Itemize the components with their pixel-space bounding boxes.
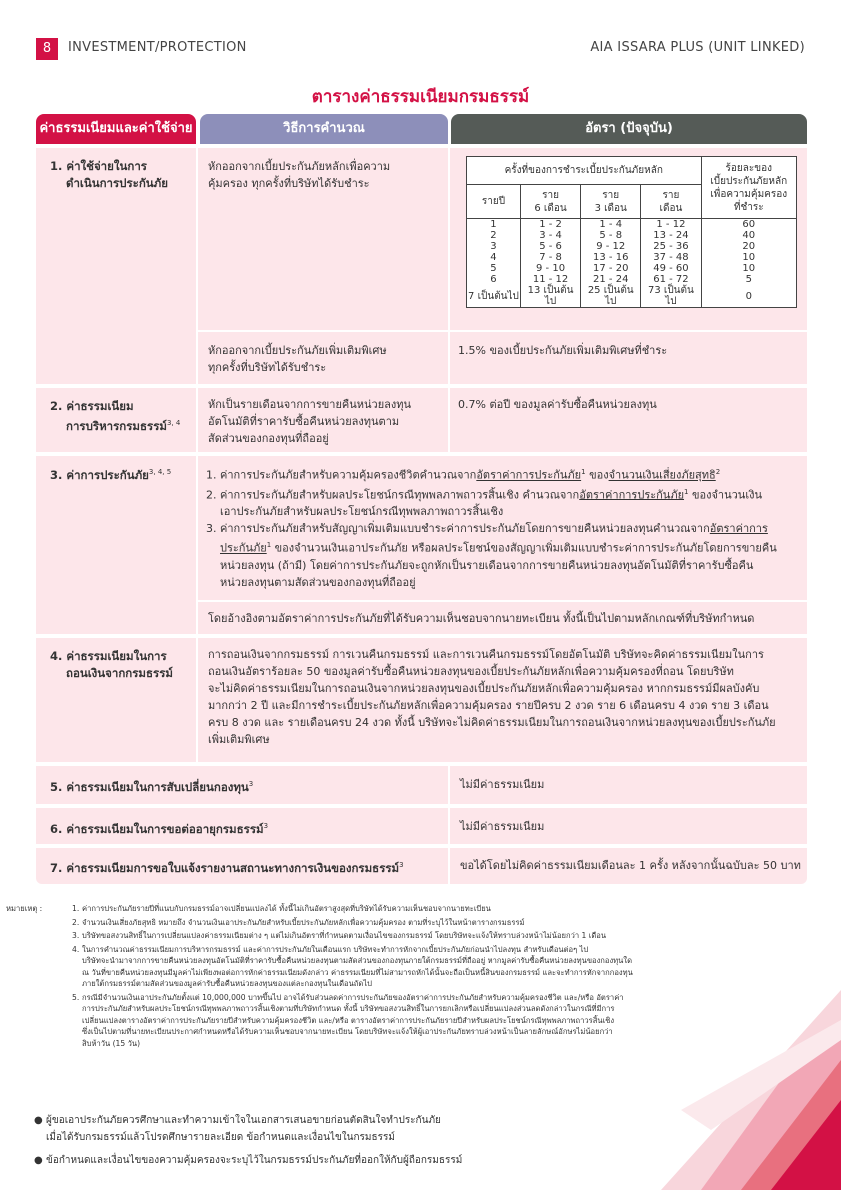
fee-rate: 0.7% ต่อปี ของมูลค่ารับซื้อคืนหน่วยลงทุน: [458, 398, 657, 411]
fee-row-policy-admin: [36, 388, 807, 452]
rate-table-cell: 1: [467, 219, 521, 231]
fee-rate: ขอได้โดยไม่คิดค่าธรรมเนียมเดือนละ 1 ครั้ง หลังจากนั้นฉบับละ 50 บาท: [460, 859, 801, 872]
fee-rate: ไม่มีค่าธรรมเนียม: [460, 820, 545, 833]
rate-table-cell: 11 - 12: [520, 274, 580, 285]
rate-table-cell: 13 เป็นต้นไป: [520, 285, 580, 308]
rate-table-cell: 0: [701, 285, 796, 308]
rate-table-row: [467, 263, 797, 274]
page-header: [36, 38, 805, 60]
rate-table-cell: 25 เป็นต้นไป: [581, 285, 641, 308]
rate-table-cell: 6: [467, 274, 521, 285]
section-label: INVESTMENT/PROTECTION: [68, 40, 247, 55]
fee-row-admin-expense: [36, 148, 807, 384]
rate-table-subhead: ราย เดือน: [641, 185, 701, 219]
rate-table-cell: 1 - 12: [641, 219, 701, 231]
rate-table-row: [467, 285, 797, 308]
rate-table-cell: 13 - 16: [581, 252, 641, 263]
footnote-item: 4. ในการคำนวณค่าธรรมเนียมการบริหารกรมธรรม์ และค่าการประกันภัยในเดือนแรก บริษัทจะทำการหักจากเบี้ยประกันภัยก่อนนำไปลงทุน สำหรับเดือนต่อๆ ไป บริษัทจะนำมาจากการขายคืนหน่วยลงทุนอัตโนมัติที่ราคารับซื้อคืนหน่วยลงทุนตามสัดส่วนของกองทุนภายใต้กรมธรรม์ที่ถืออยู่ หากมูลค่ารับซื้อคืนหน่วยลงทุนของกองทุนใด ณ วันที่ขายคืนหน่วยลงทุนมีมูลค่าไม่เพียงพอต่อการหักค่าธรรมเนียมดังกล่าว ค่าธรรมเนียมที่ไม่สามารถหักได้นั้นจะถือเป็นหนี้สินของกรมธรรม์ และจะทำการหักจากกองทุน ภายใต้กรมธรรม์ตามสัดส่วนของมูลค่ารับซื้อคืนหน่วยลงทุนของแต่ละกองทุนในเดือนถัดไป: [72, 944, 633, 988]
decorative-ribbon-icon: [541, 930, 841, 1190]
insurance-charge-note: โดยอ้างอิงตามอัตราค่าการประกันภัยที่ได้รับความเห็นชอบจากนายทะเบียน ทั้งนี้เป็นไปตามหลักเกณฑ์ที่บริษัทกำหนด: [208, 612, 755, 625]
fee-name: 7. ค่าธรรมเนียมการขอใบแจ้งรายงานสถานะทางการเงินของกรมธรรม์$^3$: [50, 860, 404, 875]
footnote-item: 1. ค่าการประกันภัยรายปีที่แนบกับกรมธรรม์อาจเปลี่ยนแปลงได้ ทั้งนี้ไม่เกินอัตราสูงสุดที่บริษัทได้รับความเห็นชอบจากนายทะเบียน: [72, 904, 491, 913]
fee-name: 1. ค่าใช้จ่ายในการ ดำเนินการประกันภัย: [50, 159, 168, 190]
fee-row-renewal: [36, 808, 807, 844]
fee-method: หักออกจากเบี้ยประกันภัยเพิ่มเติมพิเศษ ทุกครั้งที่บริษัทได้รับชำระ: [208, 344, 387, 374]
rate-table-cell: 20: [701, 241, 796, 252]
rate-table-cell: 9 - 12: [581, 241, 641, 252]
fee-row-fund-switch: [36, 766, 807, 804]
rate-table-subhead: ราย 6 เดือน: [520, 185, 580, 219]
rate-table-head-main: ครั้งที่ของการชำระเบี้ยประกันภัยหลัก: [467, 157, 702, 185]
rate-table-cell: 1 - 4: [581, 219, 641, 231]
fee-name: 6. ค่าธรรมเนียมในการขอต่ออายุกรมธรรม์$^3$: [50, 821, 269, 836]
rate-table-cell: 10: [701, 252, 796, 263]
rate-table-cell: 10: [701, 263, 796, 274]
rate-table-row: [467, 241, 797, 252]
rate-table-row: [467, 219, 797, 231]
rate-table-cell: 5: [467, 263, 521, 274]
fee-method: หักออกจากเบี้ยประกันภัยหลักเพื่อความ คุ้มครอง ทุกครั้งที่บริษัทได้รับชำระ: [208, 160, 391, 190]
footnote-item: 3. บริษัทขอสงวนสิทธิ์ในการเปลี่ยนแปลงค่าธรรมเนียมต่าง ๆ แต่ไม่เกินอัตราที่กำหนดตามเงื่อนไขของกรมธรรม์ โดยบริษัทจะแจ้งให้ทราบล่วงหน้าไม่น้อยกว่า 1 เดือน: [72, 931, 607, 940]
footnote-item: 5. กรณีมีจำนวนเงินเอาประกันภัยตั้งแต่ 10,000,000 บาทขึ้นไป อาจได้รับส่วนลดค่าการประกันภัยของอัตราค่าการประกันภัยสำหรับความคุ้มครองชีวิต และ/หรือ อัตราค่า การประกันภัยสำหรับผลประโยชน์กรณีทุพพลภาพถาวรสิ้นเชิงตามที่บริษัทกำหนด ทั้งนี้ บริษัทขอสงวนสิทธิ์ในการยกเลิกหรือเปลี่ยนแปลงส่วนลดดังกล่าวในกรณีที่มีการ เปลี่ยนแปลงตารางอัตราค่าการประกันภัยรายปีสำหรับความคุ้มครองชีวิต และ/หรือ ตารางอัตราค่าการประกันภัยรายปีสำหรับผลประโยชน์กรณีทุพพลภาพถาวรสิ้นเชิง ซึ่งเป็นไปตามที่นายทะเบียนประกาศกำหนดหรือได้รับความเห็นชอบจากนายทะเบียน โดยบริษัทจะแจ้งให้ผู้เอาประกันภัยทราบล่วงหน้าเป็นลายลักษณ์อักษรไม่น้อยกว่า สิบห้าวัน (15 วัน): [72, 992, 624, 1048]
footnote-item: 2. จำนวนเงินเสี่ยงภัยสุทธิ หมายถึง จำนวนเงินเอาประกันภัยสำหรับเบี้ยประกันภัยหลักเพื่อความคุ้มครอง ตามที่ระบุไว้ในหน้าตารางกรมธรรม์: [72, 917, 525, 927]
withdrawal-fee-details: การถอนเงินจากกรมธรรม์ การเวนคืนกรมธรรม์ และการเวนคืนกรมธรรม์โดยอัตโนมัติ บริษัทจะคิดค่าธรรมเนียมในการ ถอนเงินอัตราร้อยละ 50 ของมูลค่ารับซื้อคืนหน่วยลงทุนของเบี้ยประกันภัยหลักเพื่อความคุ้มครองที่ถอน โดยบริษัท จะไม่คิดค่าธรรมเนียมในการถอนเงินจากหน่วยลงทุนของเบี้ยประกันภัยหลักเพื่อความคุ้มครอง หากกรมธรรม์มีผลบังคับ มากกว่า 2 ปี และมีการชำระเบี้ยประกันภัยหลักเพื่อความคุ้มครอง รายปีครบ 2 งวด ราย 6 เดือนครบ 4 งวด ราย 3 เดือน ครบ 8 งวด และ รายเดือนครบ 24 งวด ทั้งนี้ บริษัทจะไม่คิดค่าธรรมเนียมในการถอนเงินจากหน่วยลงทุนของเบี้ยประกันภัย เพิ่มเติมพิเศษ: [208, 648, 776, 746]
rate-table-cell: 7 - 8: [520, 252, 580, 263]
fee-name: 4. ค่าธรรมเนียมในการ ถอนเงินจากกรมธรรม์: [50, 649, 173, 680]
product-label: AIA ISSARA PLUS (UNIT LINKED): [590, 40, 805, 55]
rate-table-cell: 21 - 24: [581, 274, 641, 285]
rate-table-cell: 3 - 4: [520, 230, 580, 241]
rate-table-cell: 5: [701, 274, 796, 285]
fee-rate: ไม่มีค่าธรรมเนียม: [460, 778, 545, 791]
fee-row-withdrawal: [36, 638, 807, 762]
rate-table-cell: 17 - 20: [581, 263, 641, 274]
rate-table-cell: 73 เป็นต้นไป: [641, 285, 701, 308]
rate-table-cell: 49 - 60: [641, 263, 701, 274]
rate-table-subhead: รายปี: [467, 185, 521, 219]
column-header-method: วิธีการคำนวณ: [200, 114, 448, 144]
insurance-charge-details: 1. ค่าการประกันภัยสำหรับความคุ้มครองชีวิตคำนวณจากอัตราค่าการประกันภัย$^1$ ของจำนวนเงินเสี่ยงภัยสุทธิ$^2$ 2. ค่าการประกันภัยสำหรับผลประโยชน์กรณีทุพพลภาพถาวรสิ้นเชิง คำนวณจากอัตราค่าการประกันภัย$^1$ ของจำนวนเงิน เอาประกันภัยสำหรับผลประโยชน์กรณีทุพพลภาพถาวรสิ้นเชิง 3. ค่าการประกันภัยสำหรับสัญญาเพิ่มเติมแบบชำระค่าการประกันภัยโดยการขายคืนหน่วยลงทุนคำนวณจากอัตราค่าการ ประกันภัย$^1$ ของจำนวนเงินเอาประกันภัย หรือผลประโยชน์ของสัญญาเพิ่มเติมแบบชำระค่าการประกันภัยโดยการขายคืน หน่วยลงทุน (ถ้ามี) โดยค่าการประกันภัยจะถูกหักเป็นรายเดือนจากการขายคืนหน่วยลงทุนอัตโนมัติที่ราคารับซื้อคืน หน่วยลงทุนตามสัดส่วนของกองทุนที่ถืออยู่: [206, 468, 777, 589]
rate-table-cell: 1 - 2: [520, 219, 580, 231]
rate-table-head-right: ร้อยละของ เบี้ยประกันภัยหลัก เพื่อความคุ้มครอง ที่ชำระ: [701, 157, 796, 219]
rate-table-cell: 4: [467, 252, 521, 263]
fee-name: 5. ค่าธรรมเนียมในการสับเปลี่ยนกองทุน$^3$: [50, 779, 254, 794]
rate-table-cell: 3: [467, 241, 521, 252]
fee-method: หักเป็นรายเดือนจากการขายคืนหน่วยลงทุน อัตโนมัติที่ราคารับซื้อคืนหน่วยลงทุนตาม สัดส่วนของกองทุนที่ถืออยู่: [208, 398, 412, 445]
rate-table-cell: 25 - 36: [641, 241, 701, 252]
fee-rate: 1.5% ของเบี้ยประกันภัยเพิ่มเติมพิเศษที่ชำระ: [458, 344, 668, 357]
fee-row-insurance-charge: [36, 456, 807, 634]
rate-table-cell: 37 - 48: [641, 252, 701, 263]
footnotes-label: หมายเหตุ :: [6, 904, 43, 913]
column-header-rate: อัตรา (ปัจจุบัน): [451, 114, 807, 144]
fee-row-statement: [36, 848, 807, 884]
column-header-fees: ค่าธรรมเนียมและค่าใช้จ่าย: [36, 114, 196, 144]
rate-table-cell: 7 เป็นต้นไป: [467, 285, 521, 308]
rate-table-subhead: ราย 3 เดือน: [581, 185, 641, 219]
rate-table-cell: 61 - 72: [641, 274, 701, 285]
rate-table-cell: 40: [701, 230, 796, 241]
page-title: ตารางค่าธรรมเนียมกรมธรรม์: [311, 87, 530, 107]
fee-name: 2. ค่าธรรมเนียม การบริหารกรมธรรม์$^{3, 4}$: [50, 399, 181, 433]
rate-table-row: [467, 252, 797, 263]
fee-name: 3. ค่าการประกันภัย$^{3, 4, 5}$: [50, 467, 172, 482]
premium-rate-table: [466, 156, 797, 308]
rate-table-row: [467, 274, 797, 285]
rate-table-cell: 5 - 8: [581, 230, 641, 241]
rate-table-cell: 5 - 6: [520, 241, 580, 252]
rate-table-cell: 13 - 24: [641, 230, 701, 241]
rate-table-cell: 60: [701, 219, 796, 231]
page-number: 8: [36, 38, 58, 60]
rate-table-cell: 9 - 10: [520, 263, 580, 274]
rate-table-cell: 2: [467, 230, 521, 241]
rate-table-row: [467, 230, 797, 241]
